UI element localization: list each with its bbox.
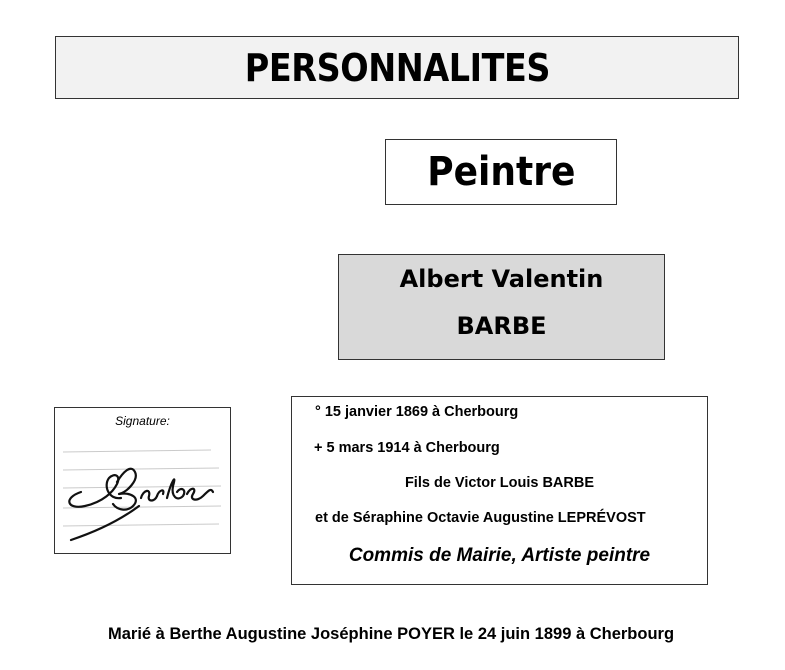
name-panel: [338, 254, 665, 360]
father-line: Fils de Victor Louis BARBE: [404, 475, 595, 491]
signature-panel: [54, 407, 231, 554]
marriage-line: Marié à Berthe Augustine Joséphine POYER le 24 juin 1899 à Cherbourg: [108, 625, 675, 643]
page-title: PERSONNALITES: [244, 45, 550, 90]
surname: BARBE: [456, 312, 547, 340]
role-label: Peintre: [426, 149, 576, 195]
biography-panel: [291, 396, 708, 585]
signature-image: [61, 442, 225, 548]
birth-line: ° 15 janvier 1869 à Cherbourg: [315, 404, 519, 420]
signature-label: Signature:: [115, 414, 170, 428]
title-banner: [55, 36, 739, 99]
mother-line: et de Séraphine Octavie Augustine LEPRÉVOST: [315, 510, 646, 526]
death-line: + 5 mars 1914 à Cherbourg: [314, 440, 500, 456]
role-banner: [385, 139, 617, 205]
profession-line: Commis de Mairie, Artiste peintre: [348, 545, 651, 566]
first-names: Albert Valentin: [399, 265, 604, 293]
